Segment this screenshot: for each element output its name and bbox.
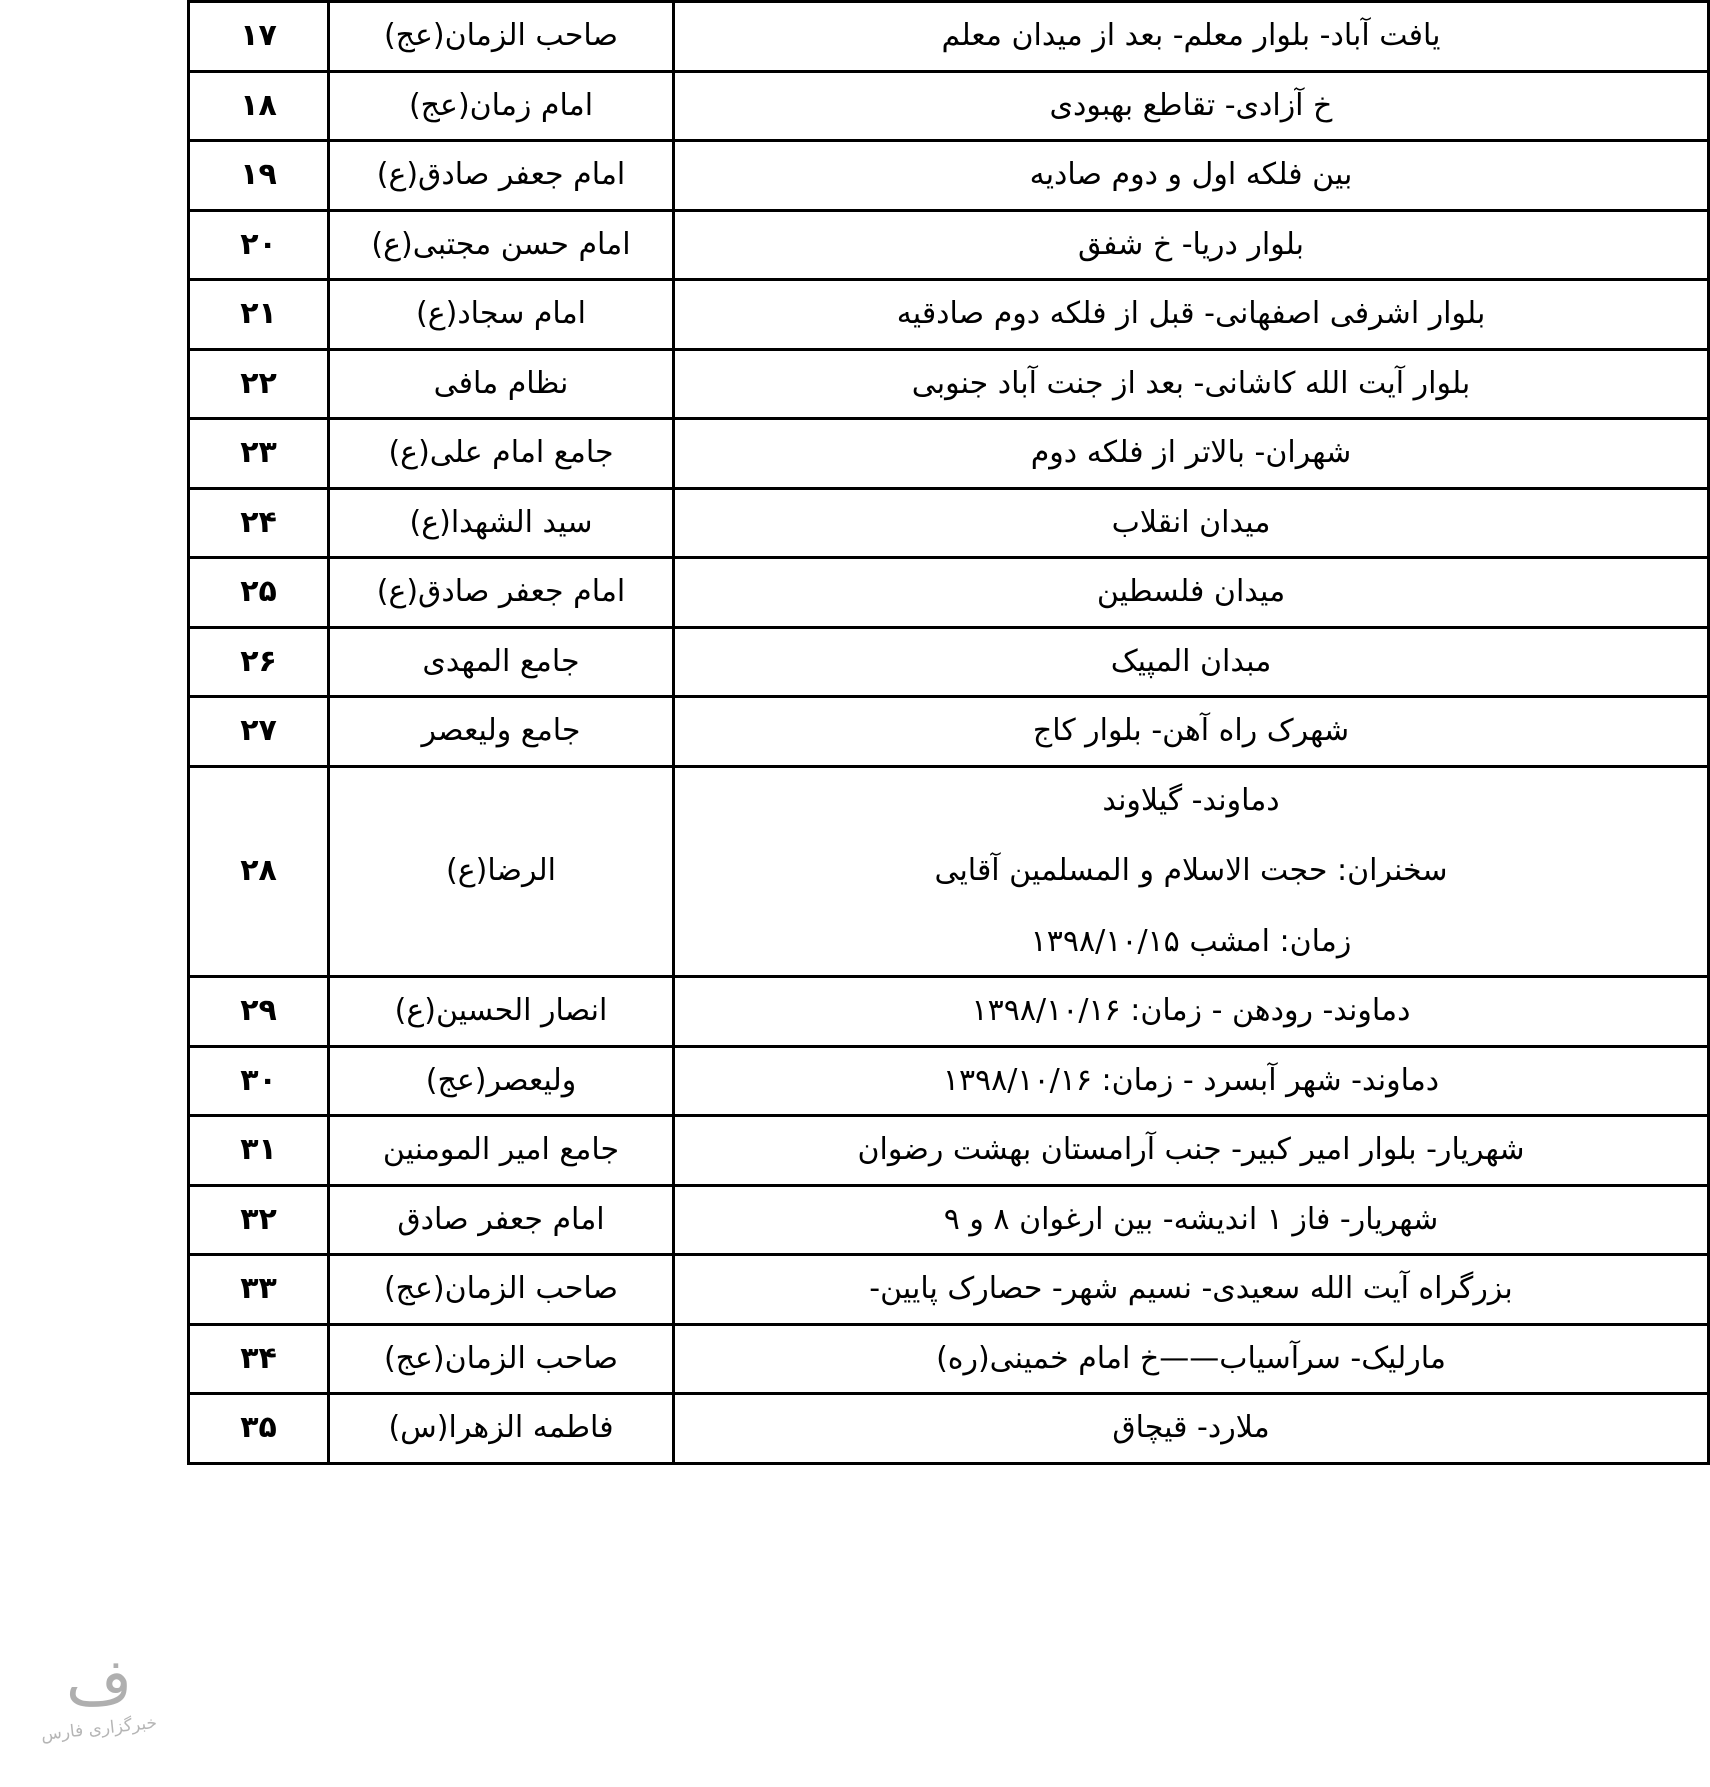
table-row (189, 977, 1709, 1047)
address-line: بزرگراه آیت الله سعیدی- نسیم شهر- حصارک پایین- (869, 1271, 1513, 1306)
farsnews-watermark-logo (14, 1646, 184, 1771)
address-line: میدان فلسطین (1096, 574, 1286, 609)
cell-address (674, 697, 1709, 767)
watermark-glyph: ف (65, 1646, 133, 1720)
table-row (189, 766, 1709, 977)
cell-address (674, 419, 1709, 489)
cell-address (674, 1046, 1709, 1116)
cell-address (674, 766, 1709, 977)
address-line: ملارد- قیچاق (1112, 1410, 1270, 1445)
cell-mosque-name: الرضا(ع) (329, 766, 674, 977)
address-line: شهران- بالاتر از فلکه دوم (1030, 435, 1352, 470)
cell-mosque-name: صاحب الزمان(عج) (329, 1324, 674, 1394)
cell-row-number: ۲۲ (189, 349, 329, 419)
cell-row-number: ۲۹ (189, 977, 329, 1047)
cell-row-number: ۳۲ (189, 1185, 329, 1255)
table-row (189, 1046, 1709, 1116)
cell-row-number: ۱۷ (189, 2, 329, 72)
table-row (189, 141, 1709, 211)
cell-mosque-name: امام حسن مجتبی(ع) (329, 210, 674, 280)
cell-row-number: ۲۰ (189, 210, 329, 280)
table-row (189, 349, 1709, 419)
cell-row-number: ۳۱ (189, 1116, 329, 1186)
cell-row-number: ۳۳ (189, 1255, 329, 1325)
cell-mosque-name: امام جعفر صادق(ع) (329, 141, 674, 211)
cell-address (674, 141, 1709, 211)
table-body (189, 2, 1709, 1464)
cell-mosque-name: جامع امام علی(ع) (329, 419, 674, 489)
address-line: دماوند- شهر آبسرد - زمان: ۱۳۹۸/۱۰/۱۶ (942, 1062, 1440, 1098)
table-row (189, 627, 1709, 697)
cell-mosque-name: صاحب الزمان(عج) (329, 2, 674, 72)
cell-row-number: ۱۹ (189, 141, 329, 211)
cell-row-number: ۱۸ (189, 71, 329, 141)
cell-mosque-name: صاحب الزمان(عج) (329, 1255, 674, 1325)
address-line: میدان انقلاب (1111, 504, 1271, 540)
cell-address (674, 1394, 1709, 1464)
table-row (189, 697, 1709, 767)
table-row (189, 419, 1709, 489)
cell-address (674, 1116, 1709, 1186)
address-line: مبدان المپیک (1110, 643, 1272, 679)
cell-address (674, 280, 1709, 350)
cell-address (674, 558, 1709, 628)
address-line: بلوار آیت الله کاشانی- بعد از جنت آباد جنوبی (911, 365, 1471, 401)
mosque-schedule-table (187, 0, 1710, 1465)
cell-row-number: ۳۴ (189, 1324, 329, 1394)
address-line: شهرک راه آهن- بلوار کاج (1032, 713, 1350, 748)
cell-address (674, 1324, 1709, 1394)
cell-mosque-name: نظام مافی (329, 349, 674, 419)
table-row (189, 558, 1709, 628)
table-row (189, 1324, 1709, 1394)
cell-mosque-name: امام جعفر صادق(ع) (329, 558, 674, 628)
cell-address (674, 1185, 1709, 1255)
cell-address (674, 210, 1709, 280)
time-line: زمان: امشب ۱۳۹۸/۱۰/۱۵ (1030, 923, 1352, 959)
cell-address (674, 488, 1709, 558)
cell-row-number: ۲۶ (189, 627, 329, 697)
table-row (189, 280, 1709, 350)
cell-mosque-name: انصار الحسین(ع) (329, 977, 674, 1047)
cell-mosque-name: ولیعصر(عج) (329, 1046, 674, 1116)
cell-row-number: ۲۴ (189, 488, 329, 558)
table-row (189, 2, 1709, 72)
cell-mosque-name: جامع امیر المومنین (329, 1116, 674, 1186)
cell-address (674, 627, 1709, 697)
cell-address (674, 2, 1709, 72)
address-line: بلوار اشرفی اصفهانی- قبل از فلکه دوم صادقیه (896, 296, 1486, 331)
address-line: دماوند- رودهن - زمان: ۱۳۹۸/۱۰/۱۶ (971, 993, 1411, 1028)
table-row (189, 1394, 1709, 1464)
watermark-text: خبرگزاری فارس (40, 1712, 158, 1746)
address-line: دماوند- گیلاوند (1102, 782, 1280, 818)
cell-mosque-name: جامع المهدی (329, 627, 674, 697)
cell-address (674, 349, 1709, 419)
table-row (189, 71, 1709, 141)
table-row (189, 488, 1709, 558)
cell-mosque-name: سید الشهدا(ع) (329, 488, 674, 558)
cell-row-number: ۲۵ (189, 558, 329, 628)
address-line: یافت آباد- بلوار معلم- بعد از میدان معلم (941, 18, 1441, 53)
cell-address (674, 71, 1709, 141)
cell-address (674, 977, 1709, 1047)
cell-row-number: ۲۱ (189, 280, 329, 350)
address-line: خ آزادی- تقاطع بهبودی (1049, 87, 1333, 123)
table-row (189, 210, 1709, 280)
cell-row-number: ۳۵ (189, 1394, 329, 1464)
table-row (189, 1116, 1709, 1186)
cell-row-number: ۲۸ (189, 766, 329, 977)
address-line: بین فلکه اول و دوم صادیه (1029, 157, 1353, 192)
cell-mosque-name: فاطمه الزهرا(س) (329, 1394, 674, 1464)
cell-address (674, 1255, 1709, 1325)
table-row (189, 1255, 1709, 1325)
address-line: شهریار- فاز ۱ اندیشه- بین ارغوان ۸ و ۹ (943, 1201, 1439, 1237)
cell-mosque-name: امام زمان(عج) (329, 71, 674, 141)
speaker-line: سخنران: حجت الاسلام و المسلمین آقایی (934, 853, 1448, 888)
cell-row-number: ۳۰ (189, 1046, 329, 1116)
cell-row-number: ۲۷ (189, 697, 329, 767)
cell-row-number: ۲۳ (189, 419, 329, 489)
address-line: بلوار دریا- خ شفق (1077, 226, 1305, 262)
table-row (189, 1185, 1709, 1255)
cell-mosque-name: امام سجاد(ع) (329, 280, 674, 350)
cell-mosque-name: جامع ولیعصر (329, 697, 674, 767)
address-line: مارلیک- سرآسیاب——خ امام خمینی(ره) (936, 1340, 1446, 1376)
address-line: شهریار- بلوار امیر کبیر- جنب آرامستان بهشت رضوان (857, 1132, 1525, 1167)
cell-mosque-name: امام جعفر صادق (329, 1185, 674, 1255)
